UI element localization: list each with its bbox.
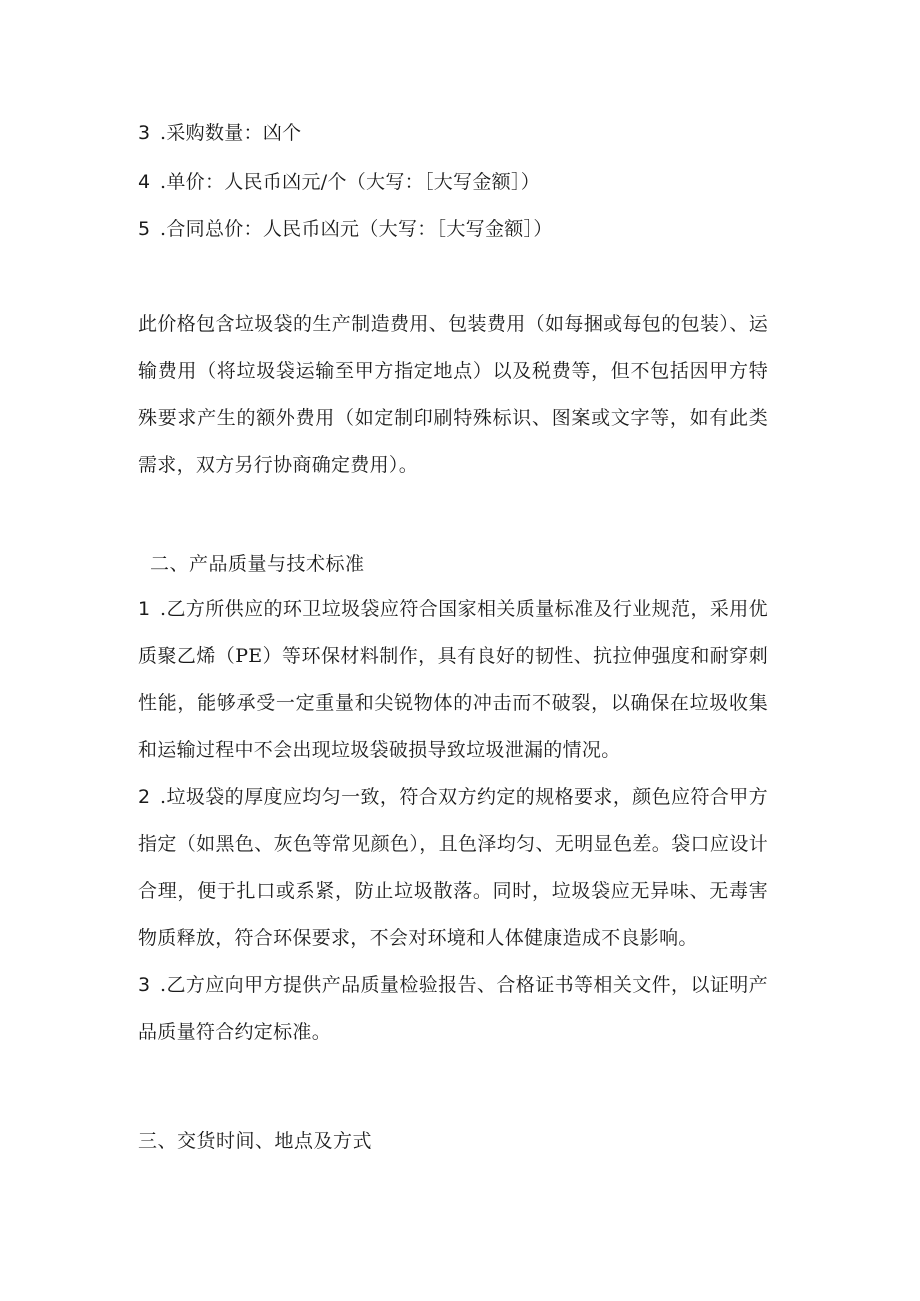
item-number: 1 [138, 598, 151, 620]
item-number: 3 [138, 974, 151, 996]
item-text: .合同总价：人民币凶元（大写：［大写金额］） [160, 218, 553, 240]
item-number: 5 [138, 218, 151, 240]
purchase-quantity-line [138, 121, 778, 145]
section-3-heading: 三、交货时间、地点及方式 [138, 1130, 373, 1152]
unit-price-line [138, 170, 778, 194]
total-price-line [138, 217, 778, 241]
item-number: 2 [138, 786, 151, 808]
item-text: .乙方应向甲方提供产品质量检验报告、合格证书等相关文件，以证明产品质量符合约定标准。 [138, 974, 768, 1043]
item-text: .垃圾袋的厚度应均匀一致，符合双方约定的规格要求，颜色应符合甲方指定（如黑色、灰色等常见颜色），且色泽均匀、无明显色差。袋口应设计合理，便于扎口或系紧，防止垃圾散落。同时，垃圾袋应无异味、无毒害物质释放，符合环保要求，不会对环境和人体健康造成不良影响。 [138, 786, 768, 949]
section-2-item-1 [138, 586, 768, 774]
item-text: .采购数量：凶个 [160, 122, 302, 144]
section-2-heading: 二、产品质量与技术标准 [150, 553, 365, 575]
section-2-item-2 [138, 774, 768, 962]
item-number: 3 [138, 122, 151, 144]
price-note-paragraph: 此价格包含垃圾袋的生产制造费用、包装费用（如每捆或每包的包装）、运输费用（将垃圾袋运输至甲方指定地点）以及税费等，但不包括因甲方特殊要求产生的额外费用（如定制印刷特殊标识、图案或文字等，如有此类需求，双方另行协商确定费用）。 [138, 313, 768, 476]
item-text: .乙方所供应的环卫垃圾袋应符合国家相关质量标准及行业规范，采用优质聚乙烯（PE）等环保材料制作，具有良好的韧性、抗拉伸强度和耐穿刺性能，能够承受一定重量和尖锐物体的冲击而不破裂，以确保在垃圾收集和运输过程中不会出现垃圾袋破损导致垃圾泄漏的情况。 [138, 598, 768, 761]
item-text: .单价：人民币凶元/个（大写：［大写金额］） [160, 171, 541, 193]
section-2-item-3 [138, 962, 768, 1056]
item-number: 4 [138, 171, 151, 193]
